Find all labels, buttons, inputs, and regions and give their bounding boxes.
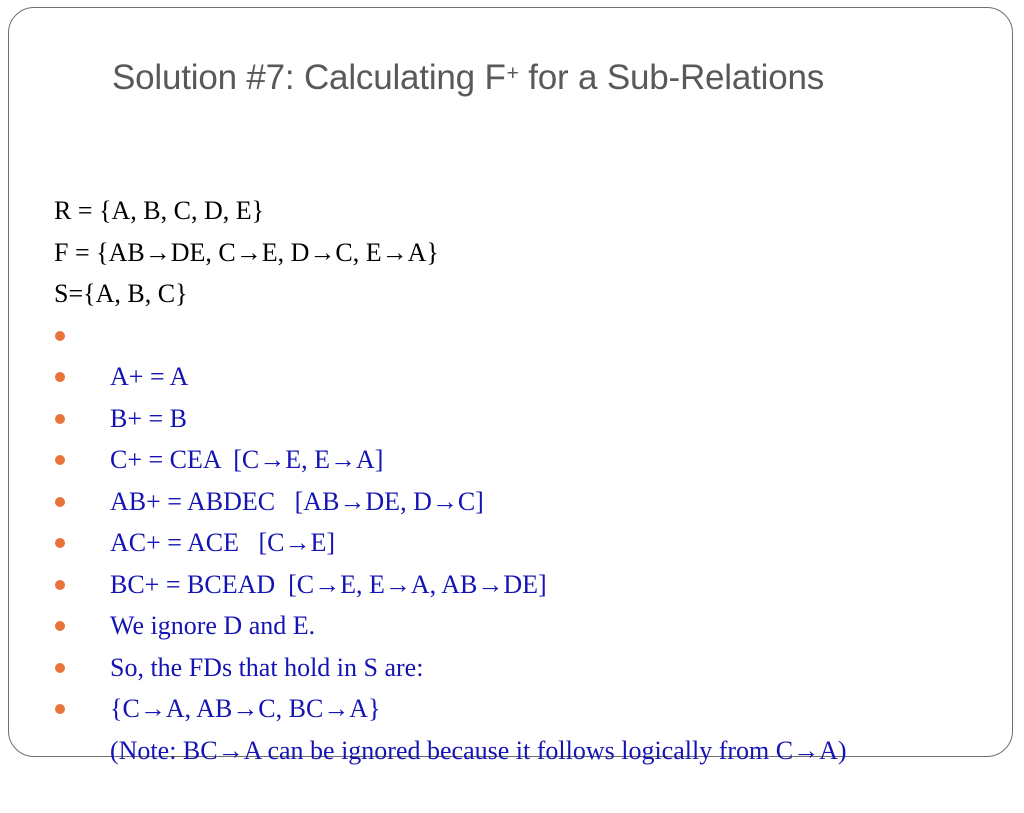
slide-title-tail: for a Sub-Relations <box>518 58 825 97</box>
bullet-text: B+ = B <box>110 403 188 433</box>
subrelation-definition: S={A, B, C} <box>54 279 188 308</box>
bullet-dot-icon <box>55 497 65 507</box>
bullet-text: A+ = A <box>110 362 189 391</box>
slide-title-main: Solution #7: Calculating F <box>112 58 506 97</box>
bullet-dot-icon <box>55 580 65 590</box>
slide-title <box>112 54 932 102</box>
bullet-item <box>54 315 994 391</box>
bullet-item <box>54 647 994 723</box>
bullet-text: AC+ = ACE [C→E] <box>110 528 336 557</box>
bullet-item <box>54 605 994 682</box>
fd-set-definition: F = {AB→DE, C→E, D→C, E→A} <box>54 237 439 267</box>
relation-definition: R = {A, B, C, D, E} <box>54 196 265 225</box>
bullet-text: So, the FDs that hold in S are: <box>110 652 424 682</box>
bullet-dot-icon <box>55 663 65 673</box>
bullet-item <box>54 564 994 640</box>
bullet-item <box>54 439 994 516</box>
slide-title-superscript: + <box>506 62 519 85</box>
bullet-item <box>54 356 994 433</box>
bullet-dot-icon <box>55 372 65 382</box>
bullet-text: (Note: BC→A can be ignored because it follows logically from C→A) <box>110 735 847 765</box>
slide-content <box>54 190 994 765</box>
bullet-dot-icon <box>55 538 65 548</box>
bullet-item <box>54 398 994 474</box>
bullet-dot-icon <box>55 331 65 341</box>
bullet-dot-icon <box>55 414 65 424</box>
bullet-text: C+ = CEA [C→E, E→A] <box>110 445 384 474</box>
bullet-text: AB+ = ABDEC [AB→DE, D→C] <box>110 486 484 516</box>
bullet-text: {C→A, AB→C, BC→A} <box>110 694 381 723</box>
bullet-dot-icon <box>55 704 65 714</box>
bullet-text: We ignore D and E. <box>110 611 316 640</box>
bullet-dot-icon <box>55 621 65 631</box>
bullet-item <box>54 481 994 557</box>
bullet-item <box>54 522 994 599</box>
bullet-dot-icon <box>55 455 65 465</box>
bullet-item <box>54 688 994 765</box>
bullet-text: BC+ = BCEAD [C→E, E→A, AB→DE] <box>110 569 547 599</box>
